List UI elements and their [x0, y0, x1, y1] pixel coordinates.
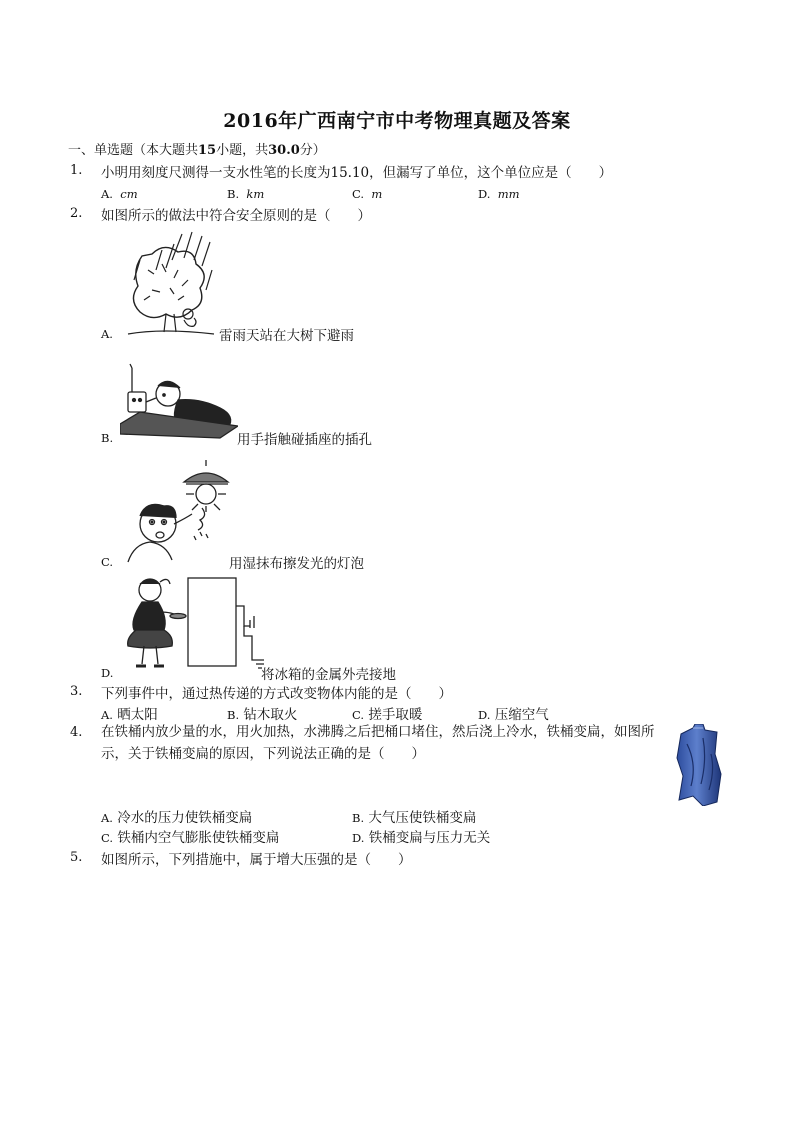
option-b-letter: B.: [101, 431, 114, 445]
question-number: 1.: [70, 163, 83, 178]
option-a: A. 晒太阳: [101, 707, 158, 723]
option-c: C. m: [352, 187, 383, 201]
question-text: 如图所示的做法中符合安全原则的是（ ）: [101, 208, 371, 224]
girl-fridge-ground-icon: [118, 576, 266, 676]
question-number: 5.: [70, 850, 83, 865]
option-d: D. mm: [478, 187, 520, 201]
option-c: C. 搓手取暖: [352, 707, 423, 723]
option-c: C. 铁桶内空气膨胀使铁桶变扁: [101, 830, 280, 846]
tree-in-rain-icon: [122, 230, 220, 338]
option-b: B. km: [227, 187, 265, 201]
option-a: A. cm: [101, 187, 138, 201]
option-d-letter: D.: [101, 666, 114, 680]
section-prefix: 一、单选题（本大题共: [68, 143, 199, 158]
question-text: 下列事件中，通过热传递的方式改变物体内能的是（ ）: [101, 686, 452, 702]
page-title: 2016年广西南宁市中考物理真题及答案: [223, 110, 571, 132]
option-d: D. 压缩空气: [478, 707, 549, 723]
option-d-caption: 将冰箱的金属外壳接地: [261, 667, 396, 683]
option-b: B. 钻木取火: [227, 707, 298, 723]
question-number: 2.: [70, 206, 83, 221]
option-a-letter: A.: [101, 327, 113, 341]
question-count: 15: [198, 143, 217, 158]
question-text: 如图所示，下列措施中，属于增大压强的是（ ）: [101, 852, 412, 868]
boy-wiping-bulb-icon: [120, 460, 232, 564]
option-a: A. 冷水的压力使铁桶变扁: [101, 810, 253, 826]
option-c-letter: C.: [101, 555, 114, 569]
option-b: B. 大气压使铁桶变扁: [352, 810, 477, 826]
option-d: D. 铁桶变扁与压力无关: [352, 830, 491, 846]
child-touching-socket-icon: [120, 362, 238, 440]
question-text: 小明用刻度尺测得一支水性笔的长度为15.10，但漏写了单位，这个单位应是（ ）: [101, 165, 613, 181]
question-number: 4.: [70, 725, 83, 740]
total-score: 30.0: [268, 143, 300, 158]
question-text: 在铁桶内放少量的水，用火加热，水沸腾之后把桶口堵住，然后浇上冷水，铁桶变扁，如图所示，关于铁桶变扁的原因，下列说法正确的是（ ）: [101, 724, 655, 762]
section-middle: 小题，共: [216, 143, 269, 158]
question-number: 3.: [70, 684, 83, 699]
section-suffix: 分）: [299, 143, 326, 158]
option-a-caption: 雷雨天站在大树下避雨: [219, 328, 354, 344]
section-header: [68, 139, 326, 158]
crushed-iron-bucket-icon: [673, 724, 725, 806]
option-c-caption: 用湿抹布擦发光的灯泡: [229, 556, 364, 572]
option-b-caption: 用手指触碰插座的插孔: [237, 432, 372, 448]
